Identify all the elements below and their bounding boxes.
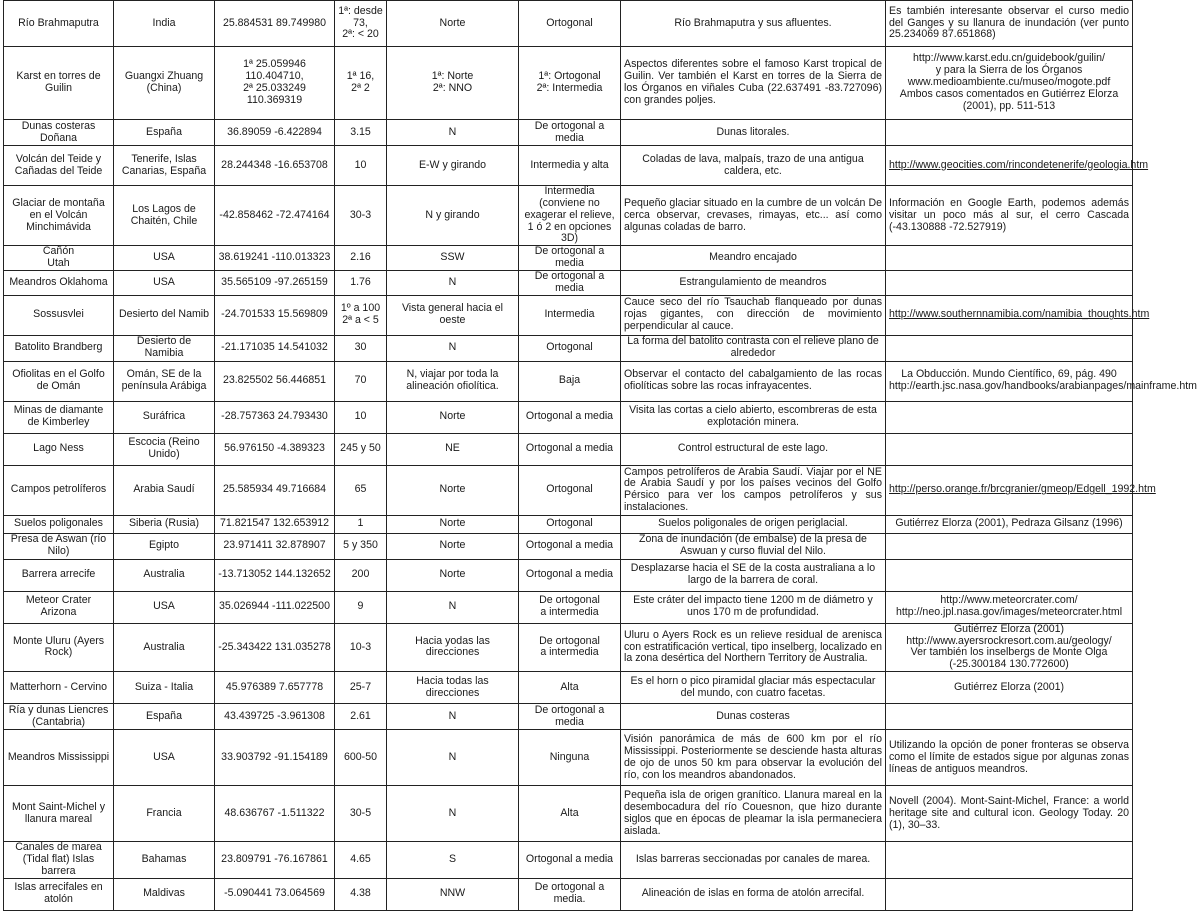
country-cell: USA [114, 730, 215, 786]
view-angle-cell: De ortogonal a media. [519, 878, 621, 910]
orientation-cell: Vista general hacia el oeste [387, 295, 519, 335]
eye-altitude-cell: 10 [335, 146, 387, 186]
site-name-cell: Cañón Utah [4, 246, 114, 271]
table-row [4, 120, 1133, 146]
eye-altitude-cell: 600-50 [335, 730, 387, 786]
coordinates-cell: 71.821547 132.653912 [215, 515, 335, 533]
notes-cell: Utilizando la opción de poner fronteras se observa como el límite de estados sigue por algunas zonas líneas de antiguos meandros. [886, 730, 1133, 786]
table-row [4, 295, 1133, 335]
country-cell: Siberia (Rusia) [114, 515, 215, 533]
coordinates-cell: 25.884531 89.749980 [215, 1, 335, 47]
table-row [4, 842, 1133, 879]
description-cell: Islas barreras seccionadas por canales de marea. [621, 842, 886, 879]
description-cell: Pequeña isla de origen granítico. Llanura mareal en la desembocadura del río Couesnon, que hizo durante siglos que en épocas de pleamar la isla permaneciera aislada. [621, 786, 886, 842]
orientation-cell: N, viajar por toda la alineación ofiolítica. [387, 361, 519, 401]
table-row [4, 47, 1133, 120]
description-cell: Dunas litorales. [621, 120, 886, 146]
site-name-cell: Ría y dunas Liencres (Cantabria) [4, 704, 114, 730]
coordinates-cell: 45.976389 7.657778 [215, 672, 335, 704]
description-cell: Desplazarse hacia el SE de la costa australiana a lo largo de la barrera de coral. [621, 559, 886, 591]
notes-cell [886, 335, 1133, 361]
description-cell: La forma del batolito contrasta con el relieve plano de alrededor [621, 335, 886, 361]
notes-cell [886, 246, 1133, 271]
view-angle-cell: Ortogonal [519, 465, 621, 515]
description-cell: Estrangulamiento de meandros [621, 271, 886, 296]
description-cell: Dunas costeras [621, 704, 886, 730]
coordinates-cell: -25.343422 131.035278 [215, 623, 335, 671]
description-cell: Control estructural de este lago. [621, 433, 886, 465]
country-cell: Arabia Saudí [114, 465, 215, 515]
orientation-cell: N [387, 730, 519, 786]
orientation-cell: 1ª: Norte 2ª: NNO [387, 47, 519, 120]
table-row [4, 271, 1133, 296]
orientation-cell: N [387, 591, 519, 623]
eye-altitude-cell: 3.15 [335, 120, 387, 146]
view-angle-cell: Ortogonal a media [519, 559, 621, 591]
eye-altitude-cell: 1.76 [335, 271, 387, 296]
notes-cell [886, 533, 1133, 559]
coordinates-cell: 35.026944 -111.022500 [215, 591, 335, 623]
table-row [4, 730, 1133, 786]
view-angle-cell: Ortogonal a media [519, 842, 621, 879]
description-cell: Campos petrolíferos de Arabia Saudí. Viajar por el NE de Arabia Saudí y por los países vecinos del Golfo Pérsico para ver los campos petrolíferos y sus instalaciones. [621, 465, 886, 515]
table-row [4, 623, 1133, 671]
coordinates-cell: 23.971411 32.878907 [215, 533, 335, 559]
notes-cell[interactable]: http://www.geocities.com/rincondetenerife/geologia.htm [886, 146, 1133, 186]
notes-cell [886, 433, 1133, 465]
coordinates-cell: 25.585934 49.716684 [215, 465, 335, 515]
country-cell: India [114, 1, 215, 47]
site-name-cell: Dunas costeras Doñana [4, 120, 114, 146]
country-cell: Desierto de Namibia [114, 335, 215, 361]
site-name-cell: Glaciar de montaña en el Volcán Minchimávida [4, 186, 114, 246]
coordinates-cell: -24.701533 15.569809 [215, 295, 335, 335]
view-angle-cell: Ortogonal [519, 515, 621, 533]
orientation-cell: N [387, 120, 519, 146]
view-angle-cell: Ortogonal a media [519, 533, 621, 559]
orientation-cell: E-W y girando [387, 146, 519, 186]
orientation-cell: N y girando [387, 186, 519, 246]
view-angle-cell: De ortogonal a intermedia [519, 591, 621, 623]
country-cell: Los Lagos de Chaitén, Chile [114, 186, 215, 246]
description-cell: Coladas de lava, malpaís, trazo de una antigua caldera, etc. [621, 146, 886, 186]
notes-cell: http://www.karst.edu.cn/guidebook/guilin/ y para la Sierra de los Órganos www.medioambiente.cu/museo/mogote.pdf Ambos casos comentados en Gutiérrez Elorza (2001), pp. 511-513 [886, 47, 1133, 120]
coordinates-cell: -13.713052 144.132652 [215, 559, 335, 591]
eye-altitude-cell: 65 [335, 465, 387, 515]
view-angle-cell: Ortogonal a media [519, 401, 621, 433]
notes-cell: Gutiérrez Elorza (2001) [886, 672, 1133, 704]
eye-altitude-cell: 200 [335, 559, 387, 591]
site-name-cell: Lago Ness [4, 433, 114, 465]
site-name-cell: Matterhorn - Cervino [4, 672, 114, 704]
orientation-cell: Hacia yodas las direcciones [387, 623, 519, 671]
eye-altitude-cell: 4.65 [335, 842, 387, 879]
site-name-cell: Ofiolitas en el Golfo de Omán [4, 361, 114, 401]
country-cell: USA [114, 591, 215, 623]
description-cell: Uluru o Ayers Rock es un relieve residual de arenisca con estratificación vertical, tipo inselberg, localizado en la zona desértica del Northern Territory de Australia. [621, 623, 886, 671]
country-cell: Tenerife, Islas Canarias, España [114, 146, 215, 186]
orientation-cell: NE [387, 433, 519, 465]
description-cell: Observar el contacto del cabalgamiento de las rocas ofiolíticas sobre las rocas infrayacentes. [621, 361, 886, 401]
notes-cell [886, 878, 1133, 910]
site-name-cell: Meteor Crater Arizona [4, 591, 114, 623]
notes-cell: La Obducción. Mundo Científico, 69, pág. 490 http://earth.jsc.nasa.gov/handbooks/arabianpages/mainframe.htm [886, 361, 1133, 401]
view-angle-cell: Ninguna [519, 730, 621, 786]
table-row [4, 186, 1133, 246]
country-cell: USA [114, 246, 215, 271]
notes-cell[interactable]: http://perso.orange.fr/brcgranier/gmeop/Edgell_1992.htm [886, 465, 1133, 515]
notes-cell: Información en Google Earth, podemos además visitar un poco más al sur, el cerro Cascada (-43.130888 -72.527919) [886, 186, 1133, 246]
coordinates-cell: -21.171035 14.541032 [215, 335, 335, 361]
table-row [4, 591, 1133, 623]
notes-cell [886, 271, 1133, 296]
table-row [4, 146, 1133, 186]
country-cell: Australia [114, 623, 215, 671]
table-row [4, 401, 1133, 433]
eye-altitude-cell: 25-7 [335, 672, 387, 704]
eye-altitude-cell: 10 [335, 401, 387, 433]
view-angle-cell: Intermedia y alta [519, 146, 621, 186]
view-angle-cell: De ortogonal a media [519, 271, 621, 296]
country-cell: USA [114, 271, 215, 296]
orientation-cell: Norte [387, 533, 519, 559]
site-name-cell: Presa de Aswan (río Nilo) [4, 533, 114, 559]
eye-altitude-cell: 30 [335, 335, 387, 361]
table-row [4, 361, 1133, 401]
description-cell: Pequeño glaciar situado en la cumbre de un volcán De cerca observar, crevases, rimayas, etc... así como algunas coladas de barro. [621, 186, 886, 246]
table-row [4, 515, 1133, 533]
notes-cell[interactable]: http://www.southernnamibia.com/namibia_thoughts.htm [886, 295, 1133, 335]
view-angle-cell: Ortogonal a media [519, 433, 621, 465]
coordinates-cell: 43.439725 -3.961308 [215, 704, 335, 730]
country-cell: Australia [114, 559, 215, 591]
coordinates-cell: -28.757363 24.793430 [215, 401, 335, 433]
orientation-cell: Norte [387, 515, 519, 533]
country-cell: Omán, SE de la península Arábiga [114, 361, 215, 401]
country-cell: Guangxi Zhuang (China) [114, 47, 215, 120]
table-row [4, 533, 1133, 559]
table-body [4, 1, 1197, 911]
country-cell: Suiza - Italia [114, 672, 215, 704]
view-angle-cell: De ortogonal a media [519, 120, 621, 146]
coordinates-cell: 1ª 25.059946 110.404710, 2ª 25.033249 110.369319 [215, 47, 335, 120]
country-cell: Escocia (Reino Unido) [114, 433, 215, 465]
notes-cell: http://www.meteorcrater.com/ http://neo.jpl.nasa.gov/images/meteorcrater.html [886, 591, 1133, 623]
view-angle-cell: Baja [519, 361, 621, 401]
notes-cell [886, 842, 1133, 879]
description-cell: Este cráter del impacto tiene 1200 m de diámetro y unos 170 m de profundidad. [621, 591, 886, 623]
country-cell: España [114, 704, 215, 730]
site-name-cell: Suelos poligonales [4, 515, 114, 533]
orientation-cell: Norte [387, 1, 519, 47]
notes-cell: Novell (2004). Mont-Saint-Michel, France: a world heritage site and cultural icon. Geology Today. 20 (1), 30–33. [886, 786, 1133, 842]
eye-altitude-cell: 5 y 350 [335, 533, 387, 559]
table-row [4, 433, 1133, 465]
description-cell: Visita las cortas a cielo abierto, escombreras de esta explotación minera. [621, 401, 886, 433]
table-row [4, 246, 1133, 271]
description-cell: Aspectos diferentes sobre el famoso Karst tropical de Guilin. Ver también el Karst en torres de la Sierra de los Órganos en viñales Cuba (22.637491 -83.727096) con grandes poljes. [621, 47, 886, 120]
orientation-cell: S [387, 842, 519, 879]
orientation-cell: Norte [387, 465, 519, 515]
view-angle-cell: Alta [519, 672, 621, 704]
notes-cell [886, 559, 1133, 591]
site-name-cell: Sossusvlei [4, 295, 114, 335]
eye-altitude-cell: 2.16 [335, 246, 387, 271]
orientation-cell: N [387, 704, 519, 730]
site-name-cell: Barrera arrecife [4, 559, 114, 591]
site-name-cell: Meandros Oklahoma [4, 271, 114, 296]
orientation-cell: N [387, 335, 519, 361]
eye-altitude-cell: 10-3 [335, 623, 387, 671]
eye-altitude-cell: 2.61 [335, 704, 387, 730]
notes-cell: Gutiérrez Elorza (2001), Pedraza Gilsanz (1996) [886, 515, 1133, 533]
eye-altitude-cell: 30-3 [335, 186, 387, 246]
view-angle-cell: Ortogonal [519, 335, 621, 361]
description-cell: Suelos poligonales de origen periglacial. [621, 515, 886, 533]
notes-cell [886, 704, 1133, 730]
view-angle-cell: De ortogonal a media [519, 246, 621, 271]
description-cell: Meandro encajado [621, 246, 886, 271]
country-cell: Francia [114, 786, 215, 842]
description-cell: Alineación de islas en forma de atolón arrecifal. [621, 878, 886, 910]
country-cell: España [114, 120, 215, 146]
country-cell: Suráfrica [114, 401, 215, 433]
site-name-cell: Canales de marea (Tidal flat) Islas barrera [4, 842, 114, 879]
site-name-cell: Volcán del Teide y Cañadas del Teide [4, 146, 114, 186]
description-cell: Zona de inundación (de embalse) de la presa de Aswuan y curso fluvial del Nilo. [621, 533, 886, 559]
eye-altitude-cell: 245 y 50 [335, 433, 387, 465]
coordinates-cell: -42.858462 -72.474164 [215, 186, 335, 246]
country-cell: Bahamas [114, 842, 215, 879]
eye-altitude-cell: 9 [335, 591, 387, 623]
coordinates-cell: 23.825502 56.446851 [215, 361, 335, 401]
site-name-cell: Minas de diamante de Kimberley [4, 401, 114, 433]
site-name-cell: Islas arrecifales en atolón [4, 878, 114, 910]
view-angle-cell: Ortogonal [519, 1, 621, 47]
table-row [4, 878, 1133, 910]
coordinates-cell: 23.809791 -76.167861 [215, 842, 335, 879]
site-name-cell: Karst en torres de Guilin [4, 47, 114, 120]
coordinates-cell: 38.619241 -110.013323 [215, 246, 335, 271]
notes-cell: Gutiérrez Elorza (2001) http://www.ayersrockresort.com.au/geology/ Ver también los inselbergs de Monte Olga (-25.300184 130.772600) [886, 623, 1133, 671]
description-cell: Visión panorámica de más de 600 km por el río Mississippi. Posteriormente se desciende hasta alturas de ojo de unos 50 km para observar la evolución del río, con los meandros abandonados. [621, 730, 886, 786]
country-cell: Desierto del Namib [114, 295, 215, 335]
site-name-cell: Batolito Brandberg [4, 335, 114, 361]
notes-cell: Es también interesante observar el curso medio del Ganges y su llanura de inundación (ver punto 25.234069 87.651868) [886, 1, 1133, 47]
geosites-table [3, 0, 1197, 911]
eye-altitude-cell: 70 [335, 361, 387, 401]
table-row [4, 559, 1133, 591]
coordinates-cell: 36.89059 -6.422894 [215, 120, 335, 146]
view-angle-cell: De ortogonal a media [519, 704, 621, 730]
table-row [4, 704, 1133, 730]
eye-altitude-cell: 1ª: desde 73, 2ª: < 20 [335, 1, 387, 47]
site-name-cell: Meandros Mississippi [4, 730, 114, 786]
orientation-cell: NNW [387, 878, 519, 910]
coordinates-cell: 28.244348 -16.653708 [215, 146, 335, 186]
table-row [4, 786, 1133, 842]
orientation-cell: N [387, 786, 519, 842]
coordinates-cell: 48.636767 -1.511322 [215, 786, 335, 842]
eye-altitude-cell: 4.38 [335, 878, 387, 910]
table-row [4, 335, 1133, 361]
notes-cell [886, 401, 1133, 433]
country-cell: Egipto [114, 533, 215, 559]
coordinates-cell: 33.903792 -91.154189 [215, 730, 335, 786]
orientation-cell: Norte [387, 401, 519, 433]
description-cell: Cauce seco del río Tsauchab flanqueado por dunas rojas gigantes, con dirección de movimiento perpendicular al cauce. [621, 295, 886, 335]
coordinates-cell: -5.090441 73.064569 [215, 878, 335, 910]
table-row [4, 1, 1133, 47]
site-name-cell: Monte Uluru (Ayers Rock) [4, 623, 114, 671]
orientation-cell: SSW [387, 246, 519, 271]
eye-altitude-cell: 30-5 [335, 786, 387, 842]
orientation-cell: Norte [387, 559, 519, 591]
orientation-cell: Hacia todas las direcciones [387, 672, 519, 704]
table-row [4, 465, 1133, 515]
view-angle-cell: Intermedia [519, 295, 621, 335]
country-cell: Maldivas [114, 878, 215, 910]
table-row [4, 672, 1133, 704]
eye-altitude-cell: 1º a 100 2ª a < 5 [335, 295, 387, 335]
coordinates-cell: 35.565109 -97.265159 [215, 271, 335, 296]
site-name-cell: Río Brahmaputra [4, 1, 114, 47]
site-name-cell: Campos petrolíferos [4, 465, 114, 515]
description-cell: Es el horn o pico piramidal glaciar más espectacular del mundo, con cuatro facetas. [621, 672, 886, 704]
notes-cell [886, 120, 1133, 146]
site-name-cell: Mont Saint-Michel y llanura mareal [4, 786, 114, 842]
eye-altitude-cell: 1 [335, 515, 387, 533]
view-angle-cell: De ortogonal a intermedia [519, 623, 621, 671]
coordinates-cell: 56.976150 -4.389323 [215, 433, 335, 465]
view-angle-cell: Alta [519, 786, 621, 842]
orientation-cell: N [387, 271, 519, 296]
view-angle-cell: 1ª: Ortogonal 2ª: Intermedia [519, 47, 621, 120]
view-angle-cell: Intermedia (conviene no exagerar el relieve, 1 ó 2 en opciones 3D) [519, 186, 621, 246]
eye-altitude-cell: 1ª 16, 2ª 2 [335, 47, 387, 120]
description-cell: Río Brahmaputra y sus afluentes. [621, 1, 886, 47]
